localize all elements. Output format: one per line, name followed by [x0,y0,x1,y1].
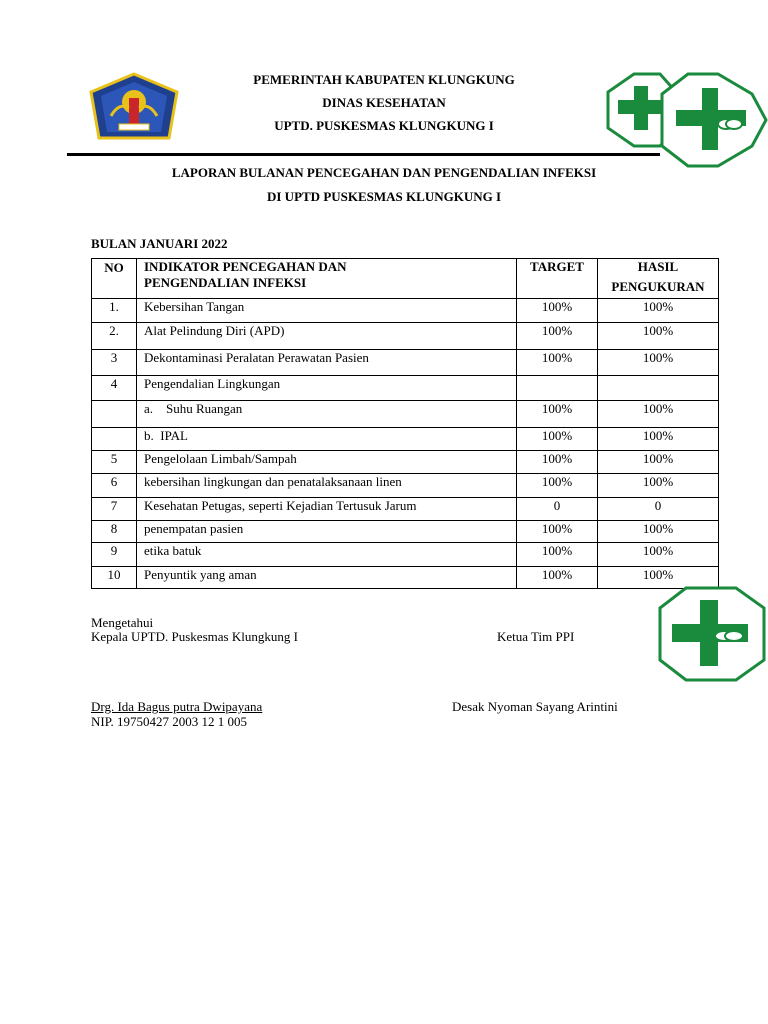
row-no: 7 [92,498,137,521]
row-indicator: Kebersihan Tangan [137,299,517,323]
table-row [92,451,719,474]
acknowledge-label: Mengetahui [91,615,154,630]
row-indicator: Kesehatan Petugas, seperti Kejadian Tertusuk Jarum [137,498,517,521]
row-result: 100% [598,543,719,567]
row-result: 0 [598,498,719,521]
row-no [92,428,137,451]
row-no: 5 [92,451,137,474]
table-row [92,428,719,451]
row-no: 10 [92,567,137,589]
table-row [92,474,719,498]
row-result: 100% [598,474,719,498]
row-result [598,376,719,401]
header-indicator-line-2: PENGENDALIAN INFEKSI [144,275,307,290]
header-result-line-1: HASIL [637,259,679,274]
table-row [92,401,719,428]
row-no: 1. [92,299,137,323]
row-no: 4 [92,376,137,401]
header-line-1: PEMERINTAH KABUPATEN KLUNGKUNG [253,72,515,87]
row-result: 100% [598,521,719,543]
row-indicator: etika batuk [137,543,517,567]
header-result-line-2: PENGUKURAN [611,279,705,294]
head-nip: NIP. 19750427 2003 12 1 005 [91,714,248,729]
indicator-table [91,258,719,589]
header-indicator-line-1: INDIKATOR PENCEGAHAN DAN [144,259,347,274]
ppi-name: Desak Nyoman Sayang Arintini [452,699,618,714]
row-target: 100% [517,350,598,376]
row-indicator: Dekontaminasi Peralatan Perawatan Pasien [137,350,517,376]
row-result: 100% [598,567,719,589]
table-row [92,323,719,350]
row-result: 100% [598,299,719,323]
row-no: 8 [92,521,137,543]
row-result: 100% [598,428,719,451]
row-indicator: b. IPAL [137,428,517,451]
table-row [92,350,719,376]
row-target: 100% [517,567,598,589]
row-indicator: Alat Pelindung Diri (APD) [137,323,517,350]
table-row [92,498,719,521]
row-indicator: Pengendalian Lingkungan [137,376,517,401]
row-target: 100% [517,401,598,428]
header-divider [67,153,660,156]
row-target: 100% [517,299,598,323]
row-target [517,376,598,401]
table-row [92,299,719,323]
ppi-title: Ketua Tim PPI [497,629,575,644]
report-title-line-2: DI UPTD PUSKESMAS KLUNGKUNG I [266,189,502,204]
row-result: 100% [598,350,719,376]
row-result: 100% [598,451,719,474]
report-title-line-1: LAPORAN BULANAN PENCEGAHAN DAN PENGENDALIAN INFEKSI [171,165,597,180]
head-name: Drg. Ida Bagus putra Dwipayana [91,699,263,714]
row-target: 100% [517,323,598,350]
puskesmas-cross-icon [656,586,768,682]
table-row [92,543,719,567]
header-no: NO [92,259,137,299]
row-no: 2. [92,323,137,350]
row-indicator: Pengelolaan Limbah/Sampah [137,451,517,474]
header-indicator [137,259,517,299]
head-title: Kepala UPTD. Puskesmas Klungkung I [91,629,298,644]
row-no: 6 [92,474,137,498]
row-target: 100% [517,543,598,567]
row-target: 100% [517,428,598,451]
row-indicator: a. Suhu Ruangan [137,401,517,428]
row-target: 0 [517,498,598,521]
report-month: BULAN JANUARI 2022 [91,236,228,251]
row-indicator: kebersihan lingkungan dan penatalaksanaan linen [137,474,517,498]
header-target: TARGET [517,259,598,299]
header-result [598,259,719,299]
table-header-row [92,259,719,299]
row-no: 3 [92,350,137,376]
row-target: 100% [517,451,598,474]
row-result: 100% [598,323,719,350]
header-line-3: UPTD. PUSKESMAS KLUNGKUNG I [274,118,494,133]
row-indicator: Penyuntik yang aman [137,567,517,589]
row-no [92,401,137,428]
header-line-2: DINAS KESEHATAN [322,95,446,110]
row-result: 100% [598,401,719,428]
table-row [92,521,719,543]
row-no: 9 [92,543,137,567]
row-target: 100% [517,521,598,543]
row-indicator: penempatan pasien [137,521,517,543]
table-row [92,376,719,401]
table-row [92,567,719,589]
row-target: 100% [517,474,598,498]
